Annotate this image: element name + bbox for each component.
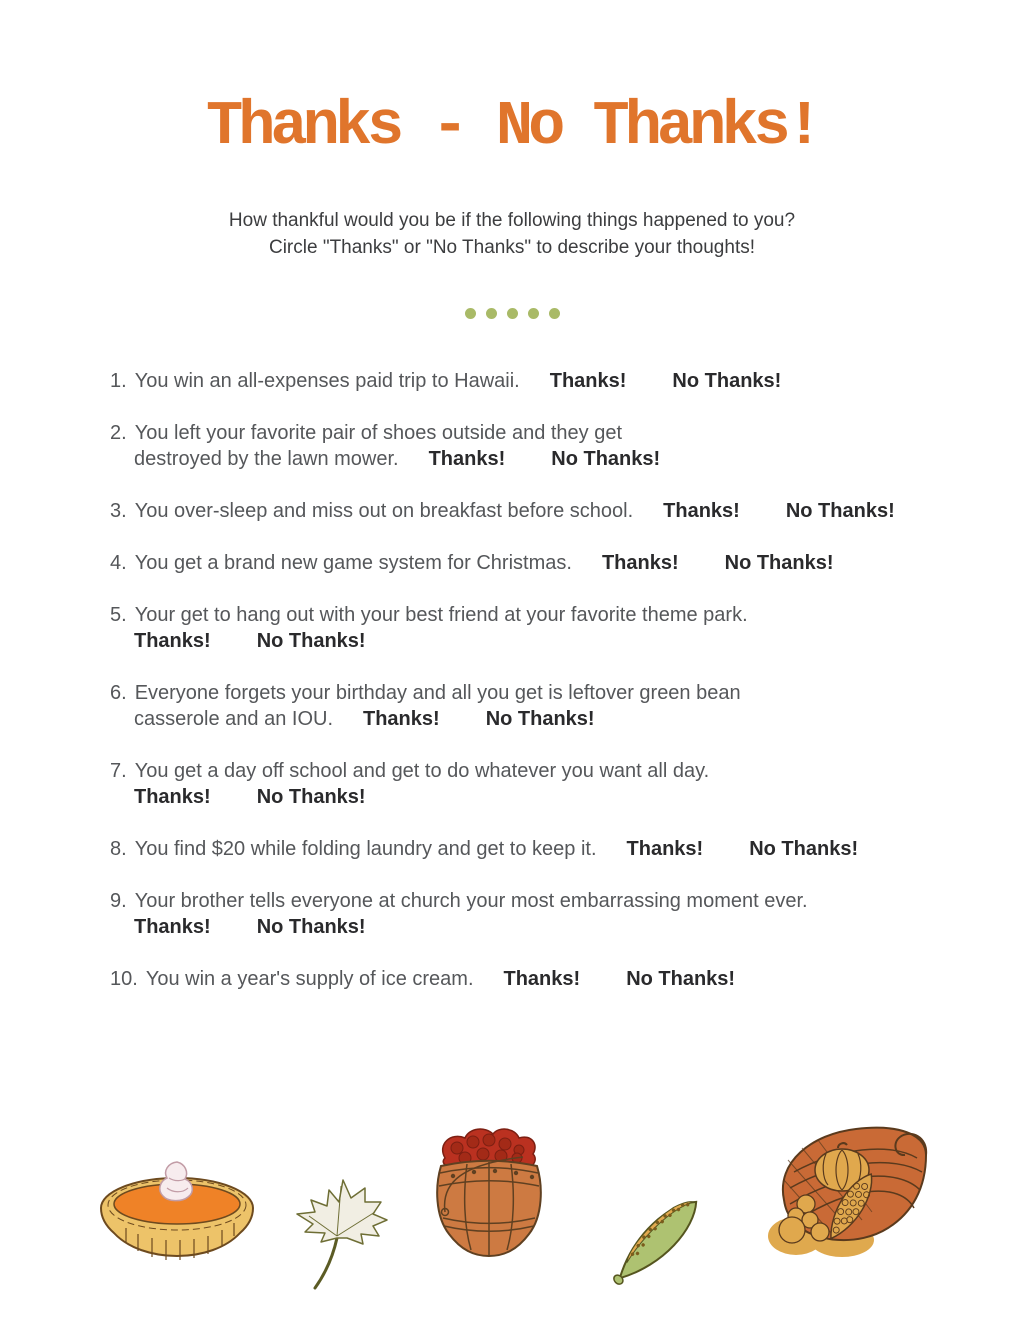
- question-line: [110, 602, 954, 628]
- divider-dot: [507, 308, 518, 319]
- question-line: [110, 498, 954, 524]
- divider-dot: [465, 308, 476, 319]
- question-line: [110, 914, 954, 940]
- question-number: 7.: [110, 760, 127, 782]
- question-item: [110, 550, 954, 576]
- question-line: [110, 888, 954, 914]
- instructions-line-1: How thankful would you be if the following things happened to you?: [228, 210, 796, 231]
- thanks-label[interactable]: Thanks!: [134, 786, 211, 808]
- question-item: [110, 888, 954, 940]
- question-text: You get a day off school and get to do whatever you want all day.: [134, 760, 710, 782]
- thanks-label[interactable]: Thanks!: [134, 916, 211, 938]
- question-text: You win an all-expenses paid trip to Hawaii.: [134, 370, 520, 392]
- question-text: casserole and an IOU.: [134, 708, 333, 730]
- question-number: 3.: [110, 500, 127, 522]
- question-text: You over-sleep and miss out on breakfast before school.: [134, 500, 634, 522]
- instructions-line-2: Circle "Thanks" or "No Thanks" to describe your thoughts!: [268, 237, 755, 258]
- question-text: You get a brand new game system for Christmas.: [134, 552, 572, 574]
- corn-icon: [600, 1178, 716, 1302]
- question-text: Your brother tells everyone at church your most embarrassing moment ever.: [134, 890, 808, 912]
- berry-basket-icon: [427, 1124, 551, 1260]
- no-thanks-label[interactable]: No Thanks!: [485, 708, 595, 730]
- no-thanks-label[interactable]: No Thanks!: [785, 500, 895, 522]
- question-item: [110, 420, 954, 472]
- no-thanks-label[interactable]: No Thanks!: [724, 552, 834, 574]
- no-thanks-label[interactable]: No Thanks!: [256, 916, 366, 938]
- question-line: [110, 368, 954, 394]
- maple-leaf-icon: [287, 1174, 393, 1294]
- question-number: 8.: [110, 838, 127, 860]
- thanks-label[interactable]: Thanks!: [663, 500, 740, 522]
- question-line: [110, 446, 954, 472]
- question-item: [110, 498, 954, 524]
- no-thanks-label[interactable]: No Thanks!: [672, 370, 782, 392]
- question-line: [110, 550, 954, 576]
- question-number: 5.: [110, 604, 127, 626]
- cornucopia-icon: [754, 1108, 940, 1262]
- question-item: [110, 680, 954, 732]
- question-list: [110, 368, 954, 1018]
- question-number: 4.: [110, 552, 127, 574]
- pumpkin-pie-icon: [98, 1158, 256, 1260]
- divider-dot: [486, 308, 497, 319]
- question-text: You win a year's supply of ice cream.: [145, 968, 474, 990]
- divider-dots: [0, 308, 1024, 319]
- question-line: [110, 836, 954, 862]
- question-item: [110, 966, 954, 992]
- question-text: destroyed by the lawn mower.: [134, 448, 399, 470]
- question-item: [110, 758, 954, 810]
- question-line: [110, 628, 954, 654]
- question-text: Your get to hang out with your best friend at your favorite theme park.: [134, 604, 748, 626]
- page-title: Thanks - No Thanks!: [206, 91, 818, 162]
- question-text: You left your favorite pair of shoes outside and they get: [134, 422, 623, 444]
- question-item: [110, 368, 954, 394]
- divider-dot: [528, 308, 539, 319]
- thanks-label[interactable]: Thanks!: [549, 370, 627, 392]
- question-text: You find $20 while folding laundry and get to keep it.: [134, 838, 597, 860]
- no-thanks-label[interactable]: No Thanks!: [551, 448, 661, 470]
- no-thanks-label[interactable]: No Thanks!: [626, 968, 736, 990]
- question-item: [110, 836, 954, 862]
- thanks-label[interactable]: Thanks!: [134, 630, 211, 652]
- thanks-label[interactable]: Thanks!: [428, 448, 506, 470]
- question-text: Everyone forgets your birthday and all you get is leftover green bean: [134, 682, 741, 704]
- question-number: 10.: [110, 968, 138, 990]
- question-line: [110, 966, 954, 992]
- thanks-label[interactable]: Thanks!: [503, 968, 581, 990]
- thanks-label[interactable]: Thanks!: [601, 552, 679, 574]
- question-line: [110, 706, 954, 732]
- no-thanks-label[interactable]: No Thanks!: [256, 630, 366, 652]
- question-line: [110, 758, 954, 784]
- question-line: [110, 680, 954, 706]
- thanks-label[interactable]: Thanks!: [363, 708, 440, 730]
- no-thanks-label[interactable]: No Thanks!: [256, 786, 366, 808]
- thanks-label[interactable]: Thanks!: [626, 838, 704, 860]
- question-number: 2.: [110, 422, 127, 444]
- instructions: [0, 207, 1024, 261]
- question-number: 6.: [110, 682, 127, 704]
- question-line: [110, 420, 954, 446]
- question-number: 9.: [110, 890, 127, 912]
- no-thanks-label[interactable]: No Thanks!: [749, 838, 859, 860]
- question-item: [110, 602, 954, 654]
- divider-dot: [549, 308, 560, 319]
- question-line: [110, 784, 954, 810]
- question-number: 1.: [110, 370, 127, 392]
